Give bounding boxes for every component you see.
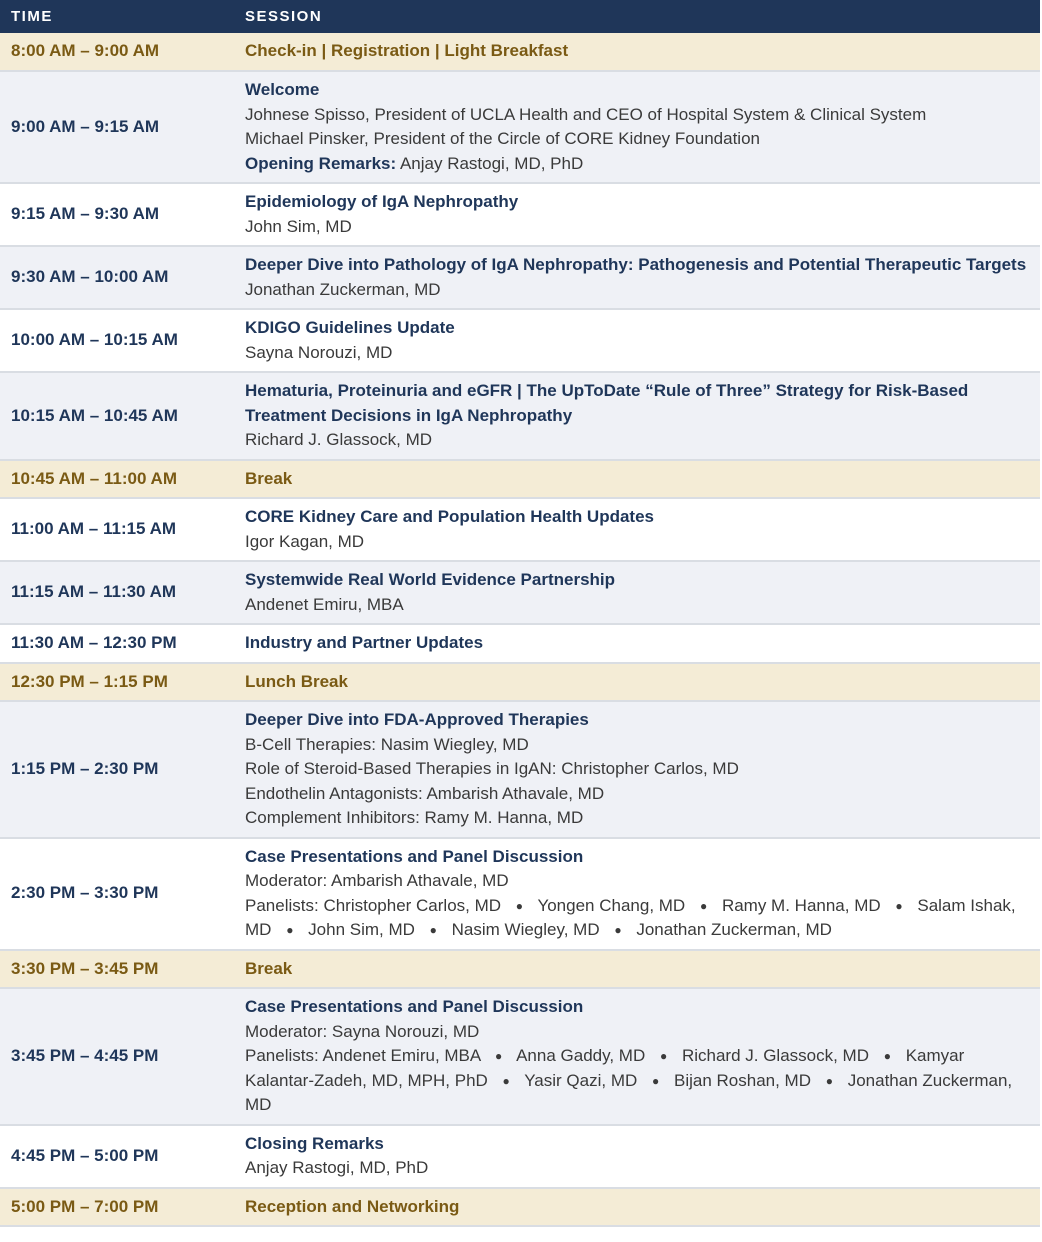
session-time: 9:15 AM – 9:30 AM bbox=[0, 183, 234, 246]
session-details bbox=[234, 838, 1040, 950]
agenda-row-session bbox=[0, 1125, 1040, 1188]
panelists-line bbox=[245, 1044, 1028, 1118]
session-time: 11:15 AM – 11:30 AM bbox=[0, 561, 234, 624]
session-details bbox=[234, 663, 1040, 702]
agenda-row-session bbox=[0, 988, 1040, 1125]
session-title: KDIGO Guidelines Update bbox=[245, 318, 455, 337]
session-title: Break bbox=[245, 468, 293, 488]
agenda-row-break bbox=[0, 663, 1040, 702]
panelist-name: Anna Gaddy, MD bbox=[516, 1046, 646, 1065]
session-time: 11:00 AM – 11:15 AM bbox=[0, 498, 234, 561]
speaker-line: Richard J. Glassock, MD bbox=[245, 430, 433, 449]
bullet-separator-icon: ● bbox=[429, 923, 437, 937]
panelist-name: Salam Ishak, MD bbox=[245, 895, 1016, 939]
session-title: CORE Kidney Care and Population Health Updates bbox=[245, 507, 655, 526]
bullet-separator-icon: ● bbox=[659, 1049, 668, 1063]
bullet-separator-icon: ● bbox=[515, 898, 524, 913]
session-details bbox=[234, 1125, 1040, 1188]
speaker-line: Andenet Emiru, MBA bbox=[245, 594, 404, 614]
speaker-line: Michael Pinsker, President of the Circle of CORE Kidney Foundation bbox=[245, 129, 760, 148]
session-title: Hematuria, Proteinuria and eGFR | The UpToDate “Rule of Three” Strategy for Risk-Based Treatment Decisions in IgA Nephropathy bbox=[245, 381, 969, 425]
agenda-rows bbox=[0, 33, 1040, 1226]
session-time: 10:45 AM – 11:00 AM bbox=[0, 460, 234, 499]
session-details bbox=[234, 372, 1040, 460]
bullet-separator-icon: ● bbox=[699, 898, 708, 913]
session-details bbox=[234, 460, 1040, 499]
session-title: Epidemiology of IgA Nephropathy bbox=[245, 192, 519, 211]
session-title: Reception and Networking bbox=[245, 1196, 460, 1216]
session-time: 8:00 AM – 9:00 AM bbox=[0, 33, 234, 71]
session-column-header: SESSION bbox=[245, 8, 323, 25]
speaker-line: Moderator: Sayna Norouzi, MD bbox=[245, 1021, 480, 1041]
speaker-line: Johnese Spisso, President of UCLA Health and CEO of Hospital System & Clinical System bbox=[245, 104, 927, 124]
agenda-row-break bbox=[0, 950, 1040, 989]
session-title: Case Presentations and Panel Discussion bbox=[245, 997, 584, 1016]
session-title: Industry and Partner Updates bbox=[245, 633, 484, 652]
session-time: 11:30 AM – 12:30 PM bbox=[0, 624, 234, 663]
panelists-label: Panelists: bbox=[245, 1046, 323, 1065]
opening-remarks-speaker: Anjay Rastogi, MD, PhD bbox=[396, 153, 584, 173]
agenda-row-session bbox=[0, 309, 1040, 372]
speaker-line: John Sim, MD bbox=[245, 216, 352, 236]
speaker-line: Endothelin Antagonists: Ambarish Athavale, MD bbox=[245, 783, 605, 803]
session-details bbox=[234, 183, 1040, 246]
agenda-row-session bbox=[0, 372, 1040, 460]
panelist-name: Yongen Chang, MD bbox=[537, 895, 686, 915]
panelists-line bbox=[245, 894, 1028, 943]
agenda-row-break bbox=[0, 460, 1040, 499]
session-title: Deeper Dive into Pathology of IgA Nephropathy: Pathogenesis and Potential Therapeutic Targets bbox=[245, 255, 1027, 274]
agenda-row-session bbox=[0, 246, 1040, 309]
session-time: 10:15 AM – 10:45 AM bbox=[0, 372, 234, 460]
session-time: 9:30 AM – 10:00 AM bbox=[0, 246, 234, 309]
session-title: Check-in | Registration | Light Breakfast bbox=[245, 41, 569, 61]
speaker-line: Igor Kagan, MD bbox=[245, 531, 365, 551]
session-title: Welcome bbox=[245, 80, 320, 99]
speaker-line: B-Cell Therapies: Nasim Wiegley, MD bbox=[245, 734, 529, 754]
panelist-name: Jonathan Zuckerman, MD bbox=[245, 1070, 1013, 1114]
panelist-name: Ramy M. Hanna, MD bbox=[721, 895, 881, 915]
panelist-name: Jonathan Zuckerman, MD bbox=[636, 920, 832, 939]
bullet-separator-icon: ● bbox=[502, 1073, 510, 1088]
bullet-separator-icon: ● bbox=[883, 1049, 891, 1063]
panelist-name: Richard J. Glassock, MD bbox=[681, 1046, 869, 1065]
agenda-row-session bbox=[0, 624, 1040, 663]
session-details bbox=[234, 71, 1040, 183]
session-details bbox=[234, 498, 1040, 561]
agenda-row-session bbox=[0, 498, 1040, 561]
session-title: Deeper Dive into FDA-Approved Therapies bbox=[245, 710, 589, 729]
session-time: 3:45 PM – 4:45 PM bbox=[0, 988, 234, 1125]
panelists-label: Panelists: bbox=[245, 895, 324, 915]
panelist-name: Christopher Carlos, MD bbox=[323, 895, 502, 915]
bullet-separator-icon: ● bbox=[286, 923, 294, 937]
session-time: 5:00 PM – 7:00 PM bbox=[0, 1188, 234, 1227]
panelist-name: Kamyar Kalantar-Zadeh, MD, MPH, PhD bbox=[245, 1046, 965, 1090]
session-details bbox=[234, 624, 1040, 663]
panelist-name: John Sim, MD bbox=[308, 920, 415, 939]
session-time: 4:45 PM – 5:00 PM bbox=[0, 1125, 234, 1188]
table-header-row bbox=[0, 0, 1040, 33]
agenda-row-session bbox=[0, 838, 1040, 950]
opening-remarks-line bbox=[245, 152, 1028, 177]
time-column-header: TIME bbox=[11, 8, 53, 25]
session-title: Closing Remarks bbox=[245, 1133, 384, 1153]
panelist-name: Yasir Qazi, MD bbox=[524, 1070, 638, 1090]
agenda-row-session bbox=[0, 71, 1040, 183]
agenda-row-break bbox=[0, 33, 1040, 71]
session-details bbox=[234, 246, 1040, 309]
panelist-name: Andenet Emiru, MBA bbox=[322, 1046, 481, 1065]
bullet-separator-icon: ● bbox=[825, 1073, 833, 1088]
session-details bbox=[234, 988, 1040, 1125]
speaker-line: Anjay Rastogi, MD, PhD bbox=[245, 1158, 429, 1177]
panelist-name: Nasim Wiegley, MD bbox=[451, 920, 600, 939]
session-title: Systemwide Real World Evidence Partnership bbox=[245, 570, 616, 589]
speaker-line: Moderator: Ambarish Athavale, MD bbox=[245, 871, 509, 890]
agenda-row-session bbox=[0, 701, 1040, 838]
speaker-line: Role of Steroid-Based Therapies in IgAN: Christopher Carlos, MD bbox=[245, 759, 739, 778]
agenda-row-break bbox=[0, 1188, 1040, 1227]
panelist-name: Bijan Roshan, MD bbox=[673, 1070, 811, 1090]
speaker-line: Jonathan Zuckerman, MD bbox=[245, 279, 441, 299]
speaker-line: Complement Inhibitors: Ramy M. Hanna, MD bbox=[245, 808, 584, 827]
session-time: 12:30 PM – 1:15 PM bbox=[0, 663, 234, 702]
session-details bbox=[234, 33, 1040, 71]
opening-remarks-label: Opening Remarks: bbox=[245, 153, 397, 173]
session-details bbox=[234, 1188, 1040, 1227]
session-time: 1:15 PM – 2:30 PM bbox=[0, 701, 234, 838]
speaker-line: Sayna Norouzi, MD bbox=[245, 342, 393, 362]
session-time: 3:30 PM – 3:45 PM bbox=[0, 950, 234, 989]
agenda-row-session bbox=[0, 183, 1040, 246]
session-title: Case Presentations and Panel Discussion bbox=[245, 846, 584, 866]
session-details bbox=[234, 309, 1040, 372]
session-title: Break bbox=[245, 958, 293, 978]
session-time: 9:00 AM – 9:15 AM bbox=[0, 71, 234, 183]
session-details bbox=[234, 561, 1040, 624]
bullet-separator-icon: ● bbox=[895, 898, 903, 913]
session-time: 10:00 AM – 10:15 AM bbox=[0, 309, 234, 372]
session-title: Lunch Break bbox=[245, 671, 348, 691]
session-details bbox=[234, 950, 1040, 989]
session-details bbox=[234, 701, 1040, 838]
bullet-separator-icon: ● bbox=[495, 1049, 503, 1063]
agenda-row-session bbox=[0, 561, 1040, 624]
bullet-separator-icon: ● bbox=[652, 1073, 660, 1088]
session-time: 2:30 PM – 3:30 PM bbox=[0, 838, 234, 950]
bullet-separator-icon: ● bbox=[614, 923, 622, 937]
